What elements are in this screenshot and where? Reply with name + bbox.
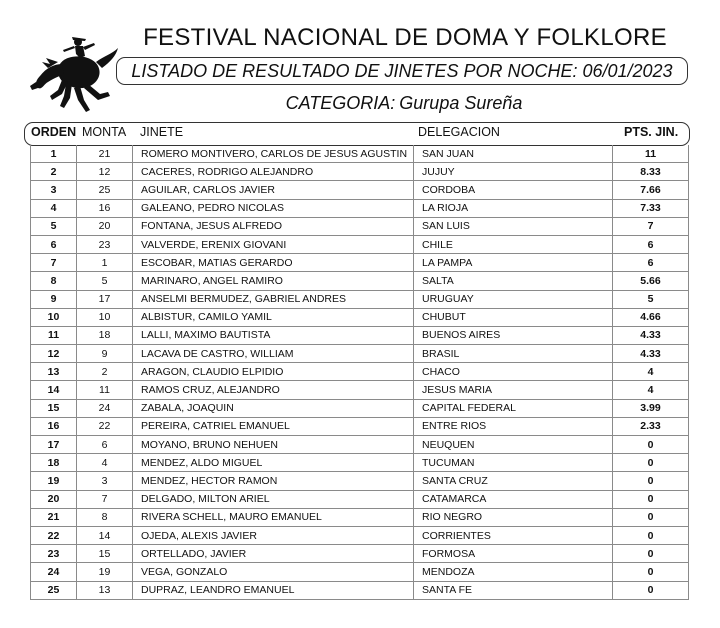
jinete-cell: VEGA, GONZALO <box>133 563 414 581</box>
pts-jin-cell: 2.33 <box>613 417 689 435</box>
category-label: CATEGORIA: <box>285 93 396 113</box>
jinete-cell: ORTELLADO, JAVIER <box>133 545 414 563</box>
table-row <box>31 290 689 308</box>
monta-cell: 22 <box>77 417 133 435</box>
monta-cell: 8 <box>77 508 133 526</box>
orden-cell: 4 <box>31 199 77 217</box>
orden-cell: 10 <box>31 308 77 326</box>
monta-cell: 13 <box>77 581 133 599</box>
delegacion-cell: CORRIENTES <box>414 526 613 544</box>
table-row <box>31 436 689 454</box>
jinete-cell: MENDEZ, HECTOR RAMON <box>133 472 414 490</box>
results-table-body <box>31 145 689 599</box>
orden-cell: 19 <box>31 472 77 490</box>
delegacion-cell: RIO NEGRO <box>414 508 613 526</box>
monta-cell: 12 <box>77 163 133 181</box>
jinete-cell: OJEDA, ALEXIS JAVIER <box>133 526 414 544</box>
monta-cell: 18 <box>77 326 133 344</box>
table-row <box>31 472 689 490</box>
delegacion-cell: SAN LUIS <box>414 217 613 235</box>
table-row <box>31 145 689 163</box>
pts-jin-cell: 4.33 <box>613 345 689 363</box>
delegacion-cell: SAN JUAN <box>414 145 613 163</box>
table-row <box>31 545 689 563</box>
delegacion-cell: JUJUY <box>414 163 613 181</box>
table-row <box>31 563 689 581</box>
pts-jin-cell: 0 <box>613 436 689 454</box>
orden-cell: 14 <box>31 381 77 399</box>
table-row <box>31 417 689 435</box>
column-header-orden: ORDEN <box>31 125 77 139</box>
pts-jin-cell: 7.33 <box>613 199 689 217</box>
jinete-cell: LALLI, MAXIMO BAUTISTA <box>133 326 414 344</box>
delegacion-cell: BUENOS AIRES <box>414 326 613 344</box>
jinete-cell: DUPRAZ, LEANDRO EMANUEL <box>133 581 414 599</box>
table-row <box>31 508 689 526</box>
jinete-cell: ALBISTUR, CAMILO YAMIL <box>133 308 414 326</box>
monta-cell: 6 <box>77 436 133 454</box>
monta-cell: 19 <box>77 563 133 581</box>
delegacion-cell: CORDOBA <box>414 181 613 199</box>
jinete-cell: ROMERO MONTIVERO, CARLOS DE JESUS AGUSTIN <box>133 145 414 163</box>
delegacion-cell: LA RIOJA <box>414 199 613 217</box>
orden-cell: 13 <box>31 363 77 381</box>
table-row <box>31 199 689 217</box>
jinete-cell: ZABALA, JOAQUIN <box>133 399 414 417</box>
column-header-jinete: JINETE <box>140 125 184 139</box>
orden-cell: 8 <box>31 272 77 290</box>
monta-cell: 16 <box>77 199 133 217</box>
results-date-subtitle: LISTADO DE RESULTADO DE JINETES POR NOCHE: 06/01/2023 <box>116 57 688 85</box>
orden-cell: 1 <box>31 145 77 163</box>
page-title: FESTIVAL NACIONAL DE DOMA Y FOLKLORE <box>143 24 667 51</box>
monta-cell: 1 <box>77 254 133 272</box>
table-row <box>31 326 689 344</box>
delegacion-cell: SALTA <box>414 272 613 290</box>
jinete-cell: MARINARO, ANGEL RAMIRO <box>133 272 414 290</box>
table-row <box>31 454 689 472</box>
monta-cell: 10 <box>77 308 133 326</box>
monta-cell: 5 <box>77 272 133 290</box>
jinete-cell: RIVERA SCHELL, MAURO EMANUEL <box>133 508 414 526</box>
orden-cell: 6 <box>31 235 77 253</box>
jinete-cell: PEREIRA, CATRIEL EMANUEL <box>133 417 414 435</box>
category-value: Gurupa Sureña <box>399 93 523 113</box>
table-row <box>31 163 689 181</box>
pts-jin-cell: 4 <box>613 381 689 399</box>
monta-cell: 24 <box>77 399 133 417</box>
delegacion-cell: CHILE <box>414 235 613 253</box>
pts-jin-cell: 6 <box>613 235 689 253</box>
jinete-cell: MOYANO, BRUNO NEHUEN <box>133 436 414 454</box>
delegacion-cell: SANTA FE <box>414 581 613 599</box>
delegacion-cell: NEUQUEN <box>414 436 613 454</box>
orden-cell: 23 <box>31 545 77 563</box>
monta-cell: 9 <box>77 345 133 363</box>
jinete-cell: MENDEZ, ALDO MIGUEL <box>133 454 414 472</box>
delegacion-cell: URUGUAY <box>414 290 613 308</box>
monta-cell: 11 <box>77 381 133 399</box>
delegacion-cell: LA PAMPA <box>414 254 613 272</box>
orden-cell: 9 <box>31 290 77 308</box>
jinete-cell: ARAGON, CLAUDIO ELPIDIO <box>133 363 414 381</box>
orden-cell: 17 <box>31 436 77 454</box>
jinete-cell: AGUILAR, CARLOS JAVIER <box>133 181 414 199</box>
delegacion-cell: CHACO <box>414 363 613 381</box>
jinete-cell: VALVERDE, ERENIX GIOVANI <box>133 235 414 253</box>
pts-jin-cell: 0 <box>613 454 689 472</box>
pts-jin-cell: 0 <box>613 563 689 581</box>
pts-jin-cell: 0 <box>613 545 689 563</box>
orden-cell: 16 <box>31 417 77 435</box>
table-row <box>31 235 689 253</box>
table-row <box>31 581 689 599</box>
delegacion-cell: MENDOZA <box>414 563 613 581</box>
pts-jin-cell: 4.33 <box>613 326 689 344</box>
orden-cell: 21 <box>31 508 77 526</box>
delegacion-cell: CAPITAL FEDERAL <box>414 399 613 417</box>
monta-cell: 17 <box>77 290 133 308</box>
column-header-delegacion: DELEGACION <box>418 125 500 139</box>
monta-cell: 21 <box>77 145 133 163</box>
pts-jin-cell: 4 <box>613 363 689 381</box>
orden-cell: 20 <box>31 490 77 508</box>
orden-cell: 18 <box>31 454 77 472</box>
monta-cell: 2 <box>77 363 133 381</box>
monta-cell: 14 <box>77 526 133 544</box>
pts-jin-cell: 5 <box>613 290 689 308</box>
pts-jin-cell: 7.66 <box>613 181 689 199</box>
monta-cell: 3 <box>77 472 133 490</box>
jinete-cell: GALEANO, PEDRO NICOLAS <box>133 199 414 217</box>
jinete-cell: ANSELMI BERMUDEZ, GABRIEL ANDRES <box>133 290 414 308</box>
delegacion-cell: TUCUMAN <box>414 454 613 472</box>
table-row <box>31 399 689 417</box>
pts-jin-cell: 6 <box>613 254 689 272</box>
table-row <box>31 272 689 290</box>
orden-cell: 7 <box>31 254 77 272</box>
delegacion-cell: CHUBUT <box>414 308 613 326</box>
pts-jin-cell: 0 <box>613 472 689 490</box>
delegacion-cell: BRASIL <box>414 345 613 363</box>
monta-cell: 20 <box>77 217 133 235</box>
jinete-cell: RAMOS CRUZ, ALEJANDRO <box>133 381 414 399</box>
rider-bucking-horse-logo <box>28 34 120 116</box>
pts-jin-cell: 0 <box>613 526 689 544</box>
pts-jin-cell: 0 <box>613 490 689 508</box>
pts-jin-cell: 0 <box>613 508 689 526</box>
table-row <box>31 381 689 399</box>
monta-cell: 23 <box>77 235 133 253</box>
orden-cell: 15 <box>31 399 77 417</box>
table-row <box>31 345 689 363</box>
monta-cell: 7 <box>77 490 133 508</box>
pts-jin-cell: 3.99 <box>613 399 689 417</box>
table-row <box>31 181 689 199</box>
pts-jin-cell: 7 <box>613 217 689 235</box>
pts-jin-cell: 11 <box>613 145 689 163</box>
delegacion-cell: FORMOSA <box>414 545 613 563</box>
monta-cell: 15 <box>77 545 133 563</box>
jinete-cell: CACERES, RODRIGO ALEJANDRO <box>133 163 414 181</box>
table-row <box>31 363 689 381</box>
table-row <box>31 217 689 235</box>
table-row <box>31 308 689 326</box>
jinete-cell: ESCOBAR, MATIAS GERARDO <box>133 254 414 272</box>
jinete-cell: FONTANA, JESUS ALFREDO <box>133 217 414 235</box>
delegacion-cell: SANTA CRUZ <box>414 472 613 490</box>
column-header-monta: MONTA <box>82 125 127 139</box>
table-row <box>31 526 689 544</box>
category-line <box>120 93 688 114</box>
jinete-cell: LACAVA DE CASTRO, WILLIAM <box>133 345 414 363</box>
orden-cell: 24 <box>31 563 77 581</box>
table-row <box>31 254 689 272</box>
orden-cell: 5 <box>31 217 77 235</box>
pts-jin-cell: 5.66 <box>613 272 689 290</box>
delegacion-cell: JESUS MARIA <box>414 381 613 399</box>
orden-cell: 11 <box>31 326 77 344</box>
pts-jin-cell: 0 <box>613 581 689 599</box>
delegacion-cell: ENTRE RIOS <box>414 417 613 435</box>
delegacion-cell: CATAMARCA <box>414 490 613 508</box>
results-table <box>30 145 689 600</box>
orden-cell: 2 <box>31 163 77 181</box>
jinete-cell: DELGADO, MILTON ARIEL <box>133 490 414 508</box>
monta-cell: 4 <box>77 454 133 472</box>
pts-jin-cell: 8.33 <box>613 163 689 181</box>
orden-cell: 3 <box>31 181 77 199</box>
pts-jin-cell: 4.66 <box>613 308 689 326</box>
orden-cell: 12 <box>31 345 77 363</box>
table-row <box>31 490 689 508</box>
column-header-pts-jin: PTS. JIN. <box>624 125 679 139</box>
orden-cell: 25 <box>31 581 77 599</box>
orden-cell: 22 <box>31 526 77 544</box>
monta-cell: 25 <box>77 181 133 199</box>
